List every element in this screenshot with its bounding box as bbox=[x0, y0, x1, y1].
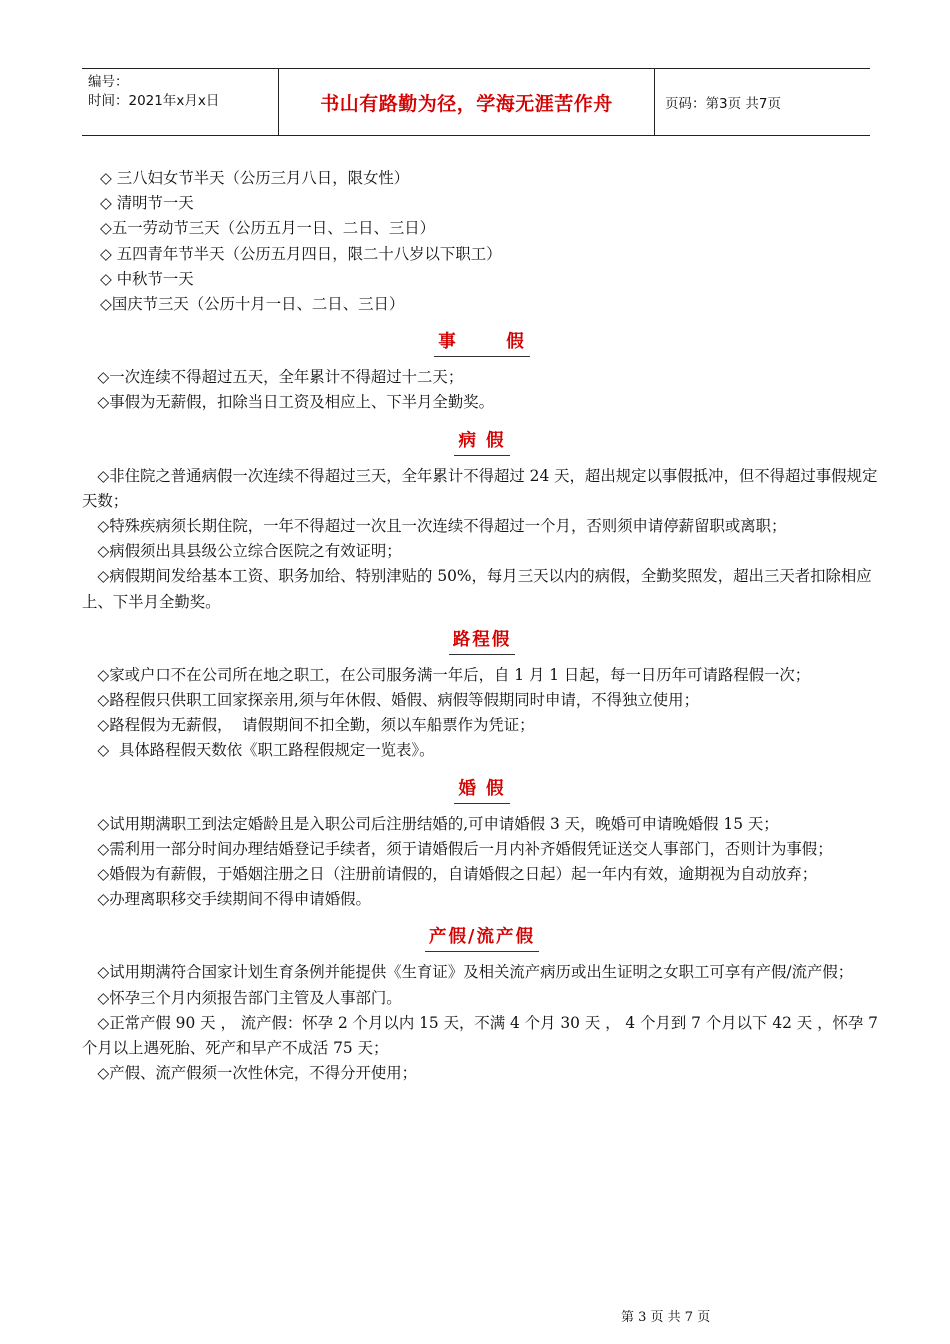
holiday-item: ◇ 三八妇女节半天（公历三月八日，限女性） bbox=[100, 169, 410, 187]
section-item: ◇路程假只供职工回家探亲用,须与年休假、婚假、病假等假期同时申请，不得独立使用； bbox=[97, 690, 699, 709]
page-footer: 第 3 页 共 7 页 bbox=[621, 1310, 711, 1325]
section-item: ◇非住院之普通病假一次连续不得超过三天，全年累计不得超过 24 天，超出规定以事假抵冲，但不得超过事假规定天数； bbox=[82, 466, 878, 510]
section-item: ◇病假期间发给基本工资、职务加给、特别津贴的 50%，每月三天以内的病假，全勤奖照发，超出三天者扣除相应上、下半月全勤奖。 bbox=[82, 567, 872, 611]
section-title: 事 假 bbox=[434, 328, 530, 357]
number-label: 编号： bbox=[88, 74, 129, 90]
section-title: 路程假 bbox=[449, 626, 516, 655]
section-item: ◇试用期满符合国家计划生育条例并能提供《生育证》及相关流产病历或出生证明之女职工可享有产假/流产假； bbox=[97, 963, 854, 982]
section-maternity-leave bbox=[82, 912, 882, 1086]
section-item: ◇家或户口不在公司所在地之职工，在公司服务满一年后，自 1 月 1 日起，每一日历年可请路程假一次； bbox=[97, 665, 811, 684]
section-item: ◇婚假为有薪假，于婚姻注册之日（注册前请假的，自请婚假之日起）起一年内有效，逾期视为自动放弃； bbox=[97, 864, 818, 883]
document-body bbox=[82, 166, 882, 1086]
section-item: ◇办理离职移交手续期间不得申请婚假。 bbox=[97, 890, 371, 909]
holiday-item: ◇ 清明节一天 bbox=[100, 194, 194, 213]
holiday-item: ◇ 五四青年节半天（公历五月四日，限二十八岁以下职工） bbox=[100, 244, 502, 263]
section-item: ◇怀孕三个月内须报告部门主管及人事部门。 bbox=[97, 988, 402, 1007]
section-item: ◇特殊疾病须长期住院，一年不得超过一次且一次连续不得超过一个月，否则须申请停薪留职或离职； bbox=[97, 516, 787, 535]
header-motto: 书山有路勤为径，学海无涯苦作舟 bbox=[279, 69, 655, 135]
section-personal-leave bbox=[82, 317, 882, 415]
holiday-item: ◇ 中秋节一天 bbox=[100, 269, 194, 288]
section-item: ◇事假为无薪假，扣除当日工资及相应上、下半月全勤奖。 bbox=[97, 393, 494, 412]
holiday-item: ◇五一劳动节三天（公历五月一日、二日、三日） bbox=[100, 219, 436, 238]
page-header bbox=[82, 68, 870, 136]
header-page-label: 页码：第3页 共7页 bbox=[665, 96, 781, 112]
section-travel-leave bbox=[82, 615, 882, 764]
section-item: ◇正常产假 90 天 ， 流产假：怀孕 2 个月以内 15 天，不满 4 个月 30 天 ， 4 个月到 7 个月以下 42 天 ，怀孕 7 个月以上遇死胎、死产和早产不成活 75 天； bbox=[82, 1013, 878, 1057]
date-label: 时间：2021年x月x日 bbox=[88, 93, 220, 109]
section-title: 婚 假 bbox=[454, 775, 509, 804]
section-item: ◇路程假为无薪假， 请假期间不扣全勤，须以车船票作为凭证； bbox=[97, 716, 535, 735]
holiday-list bbox=[82, 166, 882, 317]
section-sick-leave bbox=[82, 416, 882, 615]
section-item: ◇病假须出具县级公立综合医院之有效证明； bbox=[97, 542, 402, 561]
section-item: ◇一次连续不得超过五天，全年累计不得超过十二天； bbox=[97, 368, 464, 387]
section-item: ◇产假、流产假须一次性休完，不得分开使用； bbox=[97, 1064, 418, 1083]
section-marriage-leave bbox=[82, 764, 882, 913]
header-meta bbox=[82, 69, 279, 135]
section-item: ◇需利用一部分时间办理结婚登记手续者，须于请婚假后一月内补齐婚假凭证送交人事部门，否则计为事假； bbox=[97, 839, 833, 858]
section-title: 产假/流产假 bbox=[425, 923, 539, 952]
section-item: ◇试用期满职工到法定婚龄且是入职公司后注册结婚的,可申请婚假 3 天，晚婚可申请晚婚假 15 天； bbox=[97, 814, 779, 833]
holiday-item: ◇国庆节三天（公历十月一日、二日、三日） bbox=[100, 294, 405, 313]
section-title: 病 假 bbox=[454, 427, 509, 456]
section-item: ◇ 具体路程假天数依《职工路程假规定一览表》。 bbox=[97, 741, 435, 760]
